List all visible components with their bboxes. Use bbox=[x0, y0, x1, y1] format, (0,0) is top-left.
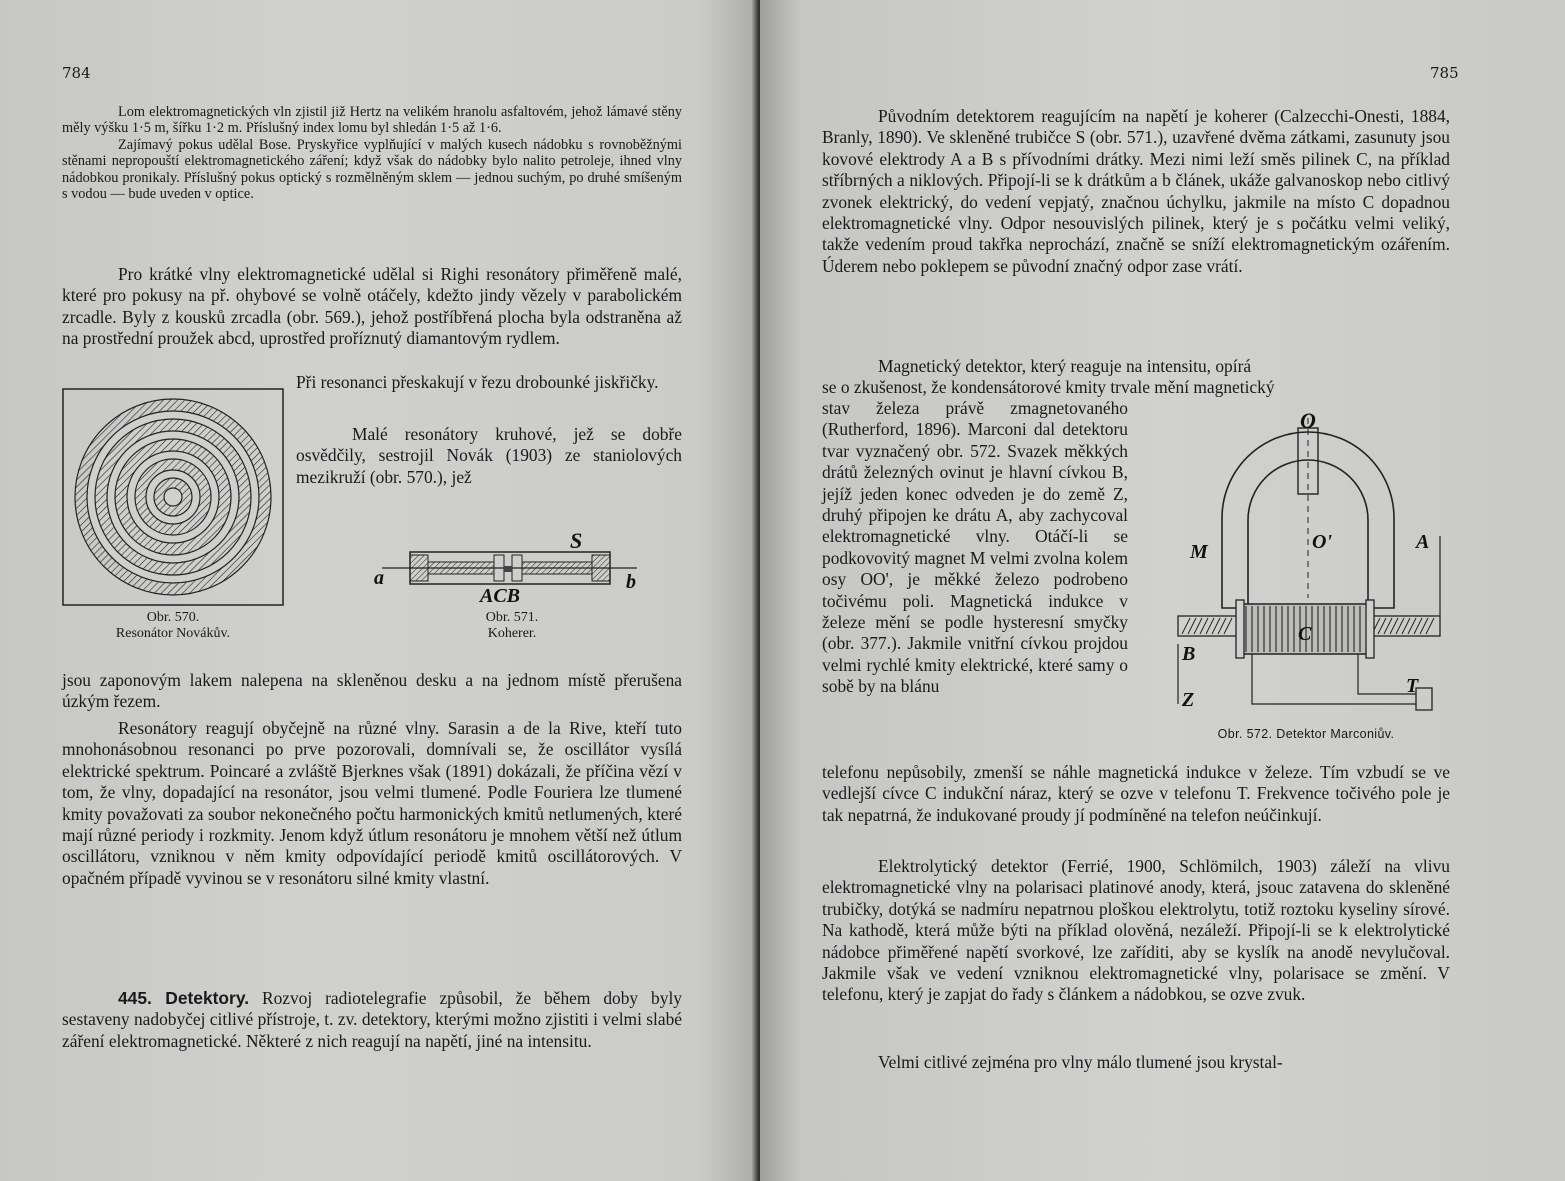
paragraph-magnetic-side: stav železa právě zmagnetovaného (Rutherford, 1896). Marconi dal detektoru tvar vyznačený obr. 572. Svazek měkkých drátů železných ovinut je hlavní cívkou B, jejíž jeden konec odveden je do země Z, druhý připojen ke drátu A, aby zachycoval elektromagnetické vlny. Otáčí-li se podkovovitý magnet M velmi zvolna kolem osy OO', je měkké železo podrobeno točivému poli. Magnetická indukce v železe mění se podle hysteresní smyčky (obr. 377.). Jakmile vnitřní cívkou projdou velmi rychlé kmity elektrické, které samy o sobě by na blánu bbox=[822, 398, 1128, 697]
paragraph-resonance: Resonátory reagují obyčejně na různé vlny. Sarasin a de la Rive, kteří tuto mnohonásobnou resonanci po prve pozorovali, domnívali se, že oscillátor vysílá elektrické spektrum. Poincaré a zvláště Bjerknes však (1891) dokázali, že příčina vězí v tom, že vlny, dopadající na resonátor, jsou velmi tlumené. Podle Fouriera lze tlumené kmity považovati za soubor nekonečného počtu harmonických kmitů netlumených, které mají různé periody i rozkmity. Jenom když útlum resonátoru je mnohem větší než útlum oscillátoru, vzniknou v něm kmity odpovídající periodě kmitů oscillátorových. V opačném případě vyvinou se v resonátoru silné kmity vlastní. bbox=[62, 718, 682, 888]
left-page bbox=[0, 0, 760, 1181]
fig571-label-s: S bbox=[570, 528, 583, 553]
fig571-label-a: a bbox=[374, 567, 384, 589]
fig571-number: Obr. 571. bbox=[485, 610, 539, 625]
fig572-label-z: Z bbox=[1182, 689, 1195, 711]
small-print-block bbox=[62, 104, 682, 202]
figure-570-resonator bbox=[62, 388, 284, 606]
magnetic-line-2: se o zkušenost, že kondensátorové kmity trvale mění magnetický bbox=[822, 377, 1275, 398]
fig572-label-o-prime: O' bbox=[1312, 531, 1332, 553]
paragraph-righi-side: Při resonanci přeskakují v řezu drobounké jiskřičky. bbox=[296, 372, 659, 392]
fig570-number: Obr. 570. bbox=[146, 610, 200, 625]
fig571-label-acb: ACB bbox=[480, 585, 521, 607]
paragraph-bose: Zajímavý pokus udělal Bose. Pryskyřice vyplňující v malých kusech nádobku s rovnoběžnými stěnami nepropouští elektromagnetického záření; když však do nádobky bylo nalito petroleje, ihned vlny nádobkou pronikaly. Příslušný pokus optický s rozmělněným sklem — jednou suchým, po druhé smíšeným s vodou — bude uveden v optice. bbox=[62, 136, 682, 203]
paragraph-hertz: Lom elektromagnetických vln zjistil již Hertz na velikém hranolu asfaltovém, jehož lámavé stěny měly výšku 1·5 m, šířku 1·2 m. Příslušný index lomu byl shledán 1·5 až 1·6. bbox=[62, 104, 682, 137]
right-page bbox=[760, 0, 1565, 1181]
paragraph-novak-continued: jsou zaponovým lakem nalepena na skleněnou desku a na jednom místě přerušena úzkým řezem. bbox=[62, 670, 682, 712]
fig572-label-o: O bbox=[1300, 408, 1316, 433]
fig570-caption: Resonátor Novákův. bbox=[115, 626, 231, 641]
fig572-label-a: A bbox=[1416, 531, 1430, 553]
magnetic-line-1: Magnetický detektor, který reaguje na intensitu, opírá bbox=[878, 356, 1252, 376]
paragraph-novak: Malé resonátory kruhové, jež se dobře osvědčily, sestrojil Novák (1903) ze staniolových mezikruží (obr. 570.), jež bbox=[296, 424, 682, 487]
fig571-caption-block bbox=[452, 610, 572, 642]
fig570-caption-block bbox=[62, 610, 284, 642]
paragraph-crystal: Velmi citlivé zejména pro vlny málo tlumené jsou krystal- bbox=[878, 1052, 1283, 1072]
fig571-label-b: b bbox=[626, 571, 636, 593]
figure-572-marconi-detector bbox=[1172, 408, 1452, 728]
paragraph-electrolytic: Elektrolytický detektor (Ferrié, 1900, Schlömilch, 1903) záleží na vlivu elektromagnetické vlny na polarisaci platinové anody, která, jsouc zatavena do skleněné trubičky, dotýká se nadmíru nepatrnou ploškou elektrolytu, totiž roztoku kyseliny sírové. Na kathodě, která může býti na příklad olověná, nezáleží. Připojí-li se k elektrolytické nádobce přiměřené napětí svorkové, lze zaříditi, aby se kyslík na anodě nevylučoval. Jakmile však ve vedení vzniknou elektromagnetické vlny, polarisace se změní. V telefonu, který je zapjat do řady s článkem a nádobkou, se ozve zvuk. bbox=[822, 856, 1450, 1005]
paragraph-koherer: Původním detektorem reagujícím na napětí je koherer (Calzecchi-Onesti, 1884, Branly, 1890). Ve skleněné trubičce S (obr. 571.), uzavřené dvěma zátkami, zasunuty jsou kovové elektrody A a B s přívodními drátky. Mezi nimi leží směs pilinek C, na příklad stříbrných a niklových. Připojí-li se k drátkům a b článek, ukáže galvanoskop nebo citlivý zvonek elektrický, do vedení vepjatý, značnou úchylku, jakmile na místo C dopadnou elektromagnetické vlny. Odpor nesouvislých pilinek, který je s počátku velmi veliký, takže vedením proud takřka neprochází, značně se sníží elektromagnetickým ozářením. Úderem nebo poklepem se původní značný odpor zase vrátí. bbox=[822, 106, 1450, 276]
section-heading: 445. Detektory. bbox=[118, 988, 250, 1008]
fig572-label-b: B bbox=[1182, 643, 1196, 665]
paragraph-righi: Pro krátké vlny elektromagnetické udělal si Righi resonátory přiměřeně malé, které pro pokusy na př. ohybové se volně otáčely, kdežto jindy vězely v parabolickém zrcadle. Byly z kousků zrcadla (obr. 569.), jehož postříbřená plocha byla odstraněna až na prostřední proužek abcd, uprostřed proříznutý diamantovým rydlem. bbox=[62, 264, 682, 349]
fig572-caption: Obr. 572. Detektor Marconiův. bbox=[1217, 727, 1395, 741]
fig572-label-t: T bbox=[1406, 675, 1419, 697]
resonator-rings bbox=[75, 399, 271, 595]
section-445 bbox=[62, 988, 682, 1052]
section-text: Rozvoj radiotelegrafie způsobil, že během doby byly sestaveny nadobyčej citlivé přístroje, t. zv. detektory, kterými možno zjistiti i velmi slabé záření elektromagnetické. Některé z nich reagují na napětí, jiné na intensitu. bbox=[62, 988, 682, 1051]
paragraph-magnetic-continued: telefonu nepůsobily, zmenší se náhle magnetická indukce v železe. Tím vzbudí se ve vedlejší cívce C indukční náraz, který se ozve v telefonu T. Frekvence točivého pole je tak nepatrná, že indukované proudy jí podmíněné na telefon neúčinkují. bbox=[822, 762, 1450, 825]
fig572-label-m: M bbox=[1190, 541, 1208, 563]
page-number-left: 784 bbox=[62, 64, 91, 82]
figure-571-coherer bbox=[372, 528, 662, 608]
fig571-caption: Koherer. bbox=[487, 626, 537, 641]
paragraph-magnetic bbox=[822, 356, 1450, 399]
page-number-right: 785 bbox=[1430, 64, 1459, 82]
fig572-label-c: C bbox=[1298, 623, 1312, 645]
